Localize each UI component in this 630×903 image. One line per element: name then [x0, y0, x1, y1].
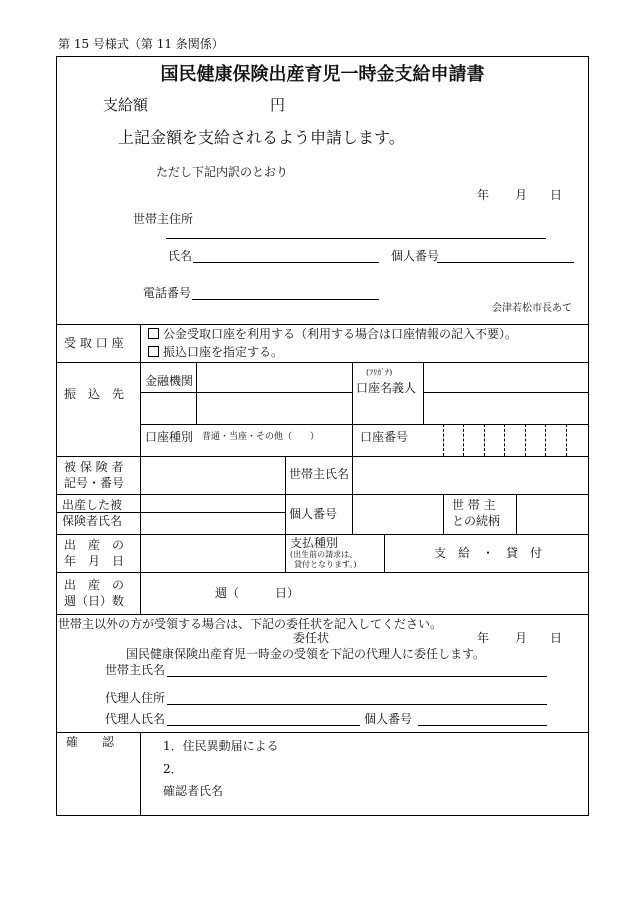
account-type-label: 口座種別	[145, 430, 194, 444]
confirm-item-1: 1．住民異動届による	[163, 739, 279, 753]
payment-type-label: 支払種別	[290, 536, 339, 550]
account-no-label: 口座番号	[360, 430, 409, 444]
personal-no-label: 個人番号	[391, 249, 440, 263]
delegation-head-label: 世帯主氏名	[105, 663, 166, 677]
breakdown-note: ただし下記内訳のとおり	[156, 165, 289, 179]
checkbox-icon[interactable]	[148, 346, 159, 357]
name-label: 氏名	[168, 249, 193, 263]
confirmer-label: 確認者氏名	[163, 784, 224, 798]
agent-personal-no-field[interactable]	[418, 725, 547, 726]
delegation-day: 日	[550, 631, 563, 645]
insured-id-label: 被 保 険 者 記号・番号	[64, 460, 125, 491]
date-month: 月	[515, 188, 528, 202]
payment-note-1: (出生前の請求は、	[290, 550, 358, 559]
agent-personal-no-label: 個人番号	[364, 712, 413, 726]
transfer-label: 振 込 先	[64, 387, 125, 401]
date-day: 日	[550, 188, 563, 202]
delegation-title: 委任状	[293, 631, 330, 645]
kana-label: (ﾌﾘｶﾞﾅ)	[366, 368, 393, 377]
address-label: 世帯主住所	[133, 212, 194, 226]
delegation-text: 国民健康保険出産育児一時金の受領を下記の代理人に委任します。	[126, 647, 486, 661]
request-text: 上記金額を支給されるよう申請します。	[118, 128, 405, 147]
delegation-year: 年	[477, 631, 490, 645]
birth-date-label: 出 産 の 年 月 日	[64, 538, 125, 569]
agent-name-label: 代理人氏名	[105, 712, 166, 726]
holder-label: 口座名義人	[356, 381, 417, 395]
date-year: 年	[477, 188, 490, 202]
birth-weeks-label: 出 産 の 週（日）数	[64, 578, 125, 609]
receiving-label: 受 取 口 座	[64, 336, 124, 350]
payment-options[interactable]: 支 給 ・ 貸 付	[434, 546, 543, 560]
account-type-options[interactable]: 普通・当座・その他（ ）	[202, 432, 320, 442]
amount-label: 支給額	[103, 96, 149, 114]
insured-personal-no-label: 個人番号	[289, 507, 338, 521]
household-head-label: 世帯主氏名	[289, 467, 350, 481]
receiving-option-2[interactable]: 振込口座を指定する。	[148, 346, 283, 358]
address-field[interactable]	[166, 238, 546, 239]
confirm-label: 確 認	[66, 735, 115, 749]
confirm-item-2: 2．	[163, 762, 183, 776]
relation-label: 世 帯 主 との続柄	[452, 498, 501, 529]
personal-no-field[interactable]	[437, 262, 574, 263]
form-number: 第 15 号様式（第 11 条関係）	[58, 37, 224, 51]
agent-name-field[interactable]	[167, 725, 360, 726]
bank-label: 金融機関	[145, 374, 194, 388]
agent-address-label: 代理人住所	[105, 691, 166, 705]
phone-field[interactable]	[192, 299, 379, 300]
phone-label: 電話番号	[143, 286, 192, 300]
checkbox-icon[interactable]	[148, 328, 159, 339]
delegation-head-field[interactable]	[167, 676, 547, 677]
agent-address-field[interactable]	[167, 704, 547, 705]
payment-note-2: 貸付となります。)	[294, 560, 357, 569]
birth-name-label: 出産した被 保険者氏名	[62, 498, 123, 529]
name-field[interactable]	[193, 262, 379, 263]
delegation-note: 世帯主以外の方が受領する場合は、下記の委任状を記入してください。	[58, 617, 443, 631]
receiving-option-1[interactable]: 公金受取口座を利用する（利用する場合は口座情報の記入不要）。	[148, 328, 517, 340]
addressee: 会津若松市長あて	[492, 303, 572, 314]
yen-label: 円	[270, 96, 286, 114]
page-title: 国民健康保険出産育児一時金支給申請書	[160, 64, 485, 85]
weeks-value: 週（ 日）	[215, 586, 300, 600]
delegation-month: 月	[515, 631, 528, 645]
